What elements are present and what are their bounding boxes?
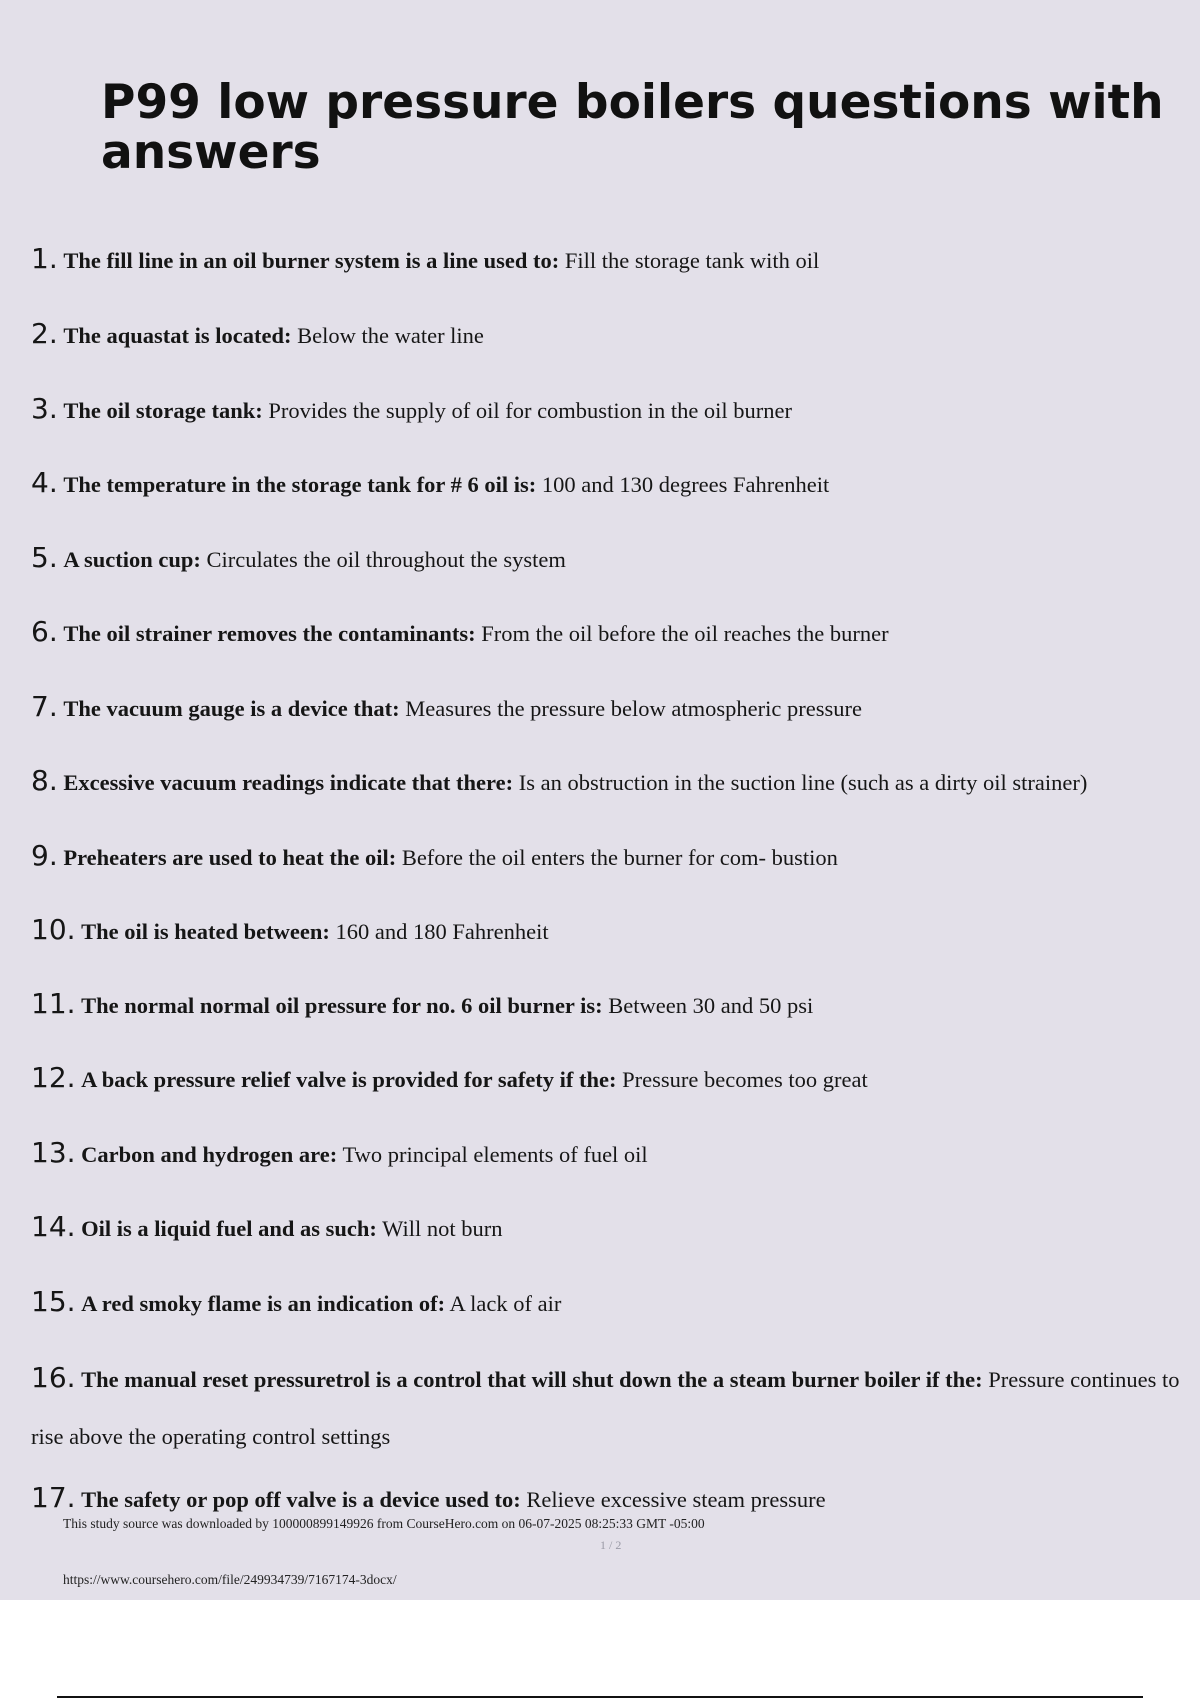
qa-item-16 xyxy=(31,1349,1181,1465)
qa-question: The manual reset pressuretrol is a control that will shut down the a steam burner boiler if the: xyxy=(81,1367,983,1392)
qa-question: The oil is heated between: xyxy=(81,919,330,944)
qa-item-14 xyxy=(31,1210,1181,1243)
qa-item-6 xyxy=(31,615,1181,648)
qa-answer: From the oil before the oil reaches the burner xyxy=(481,621,889,646)
qa-number: 12. xyxy=(31,1061,76,1094)
qa-item-17 xyxy=(31,1481,1181,1514)
qa-answer: Provides the supply of oil for combustion in the oil burner xyxy=(268,398,793,423)
qa-number: 11. xyxy=(31,987,76,1020)
qa-question: A back pressure relief valve is provided for safety if the: xyxy=(81,1067,617,1092)
qa-answer: Measures the pressure below atmospheric pressure xyxy=(405,696,862,721)
qa-item-8 xyxy=(31,764,1181,797)
qa-answer: Below the water line xyxy=(297,323,484,348)
document-title: P99 low pressure boilers questions with answers xyxy=(101,75,1164,180)
qa-number: 14. xyxy=(31,1210,76,1243)
qa-question: A red smoky flame is an indication of: xyxy=(81,1291,446,1316)
qa-question: The aquastat is located: xyxy=(63,323,292,348)
qa-question: Oil is a liquid fuel and as such: xyxy=(81,1216,377,1241)
qa-answer: Before the oil enters the burner for com- bustion xyxy=(401,845,838,870)
qa-number: 2. xyxy=(31,317,58,350)
source-attribution: This study source was downloaded by 100000899149926 from CourseHero.com on 06-07-2025 08:25:33 GMT -05:00 xyxy=(63,1516,705,1531)
qa-item-2 xyxy=(31,317,1181,350)
qa-number: 3. xyxy=(31,392,58,425)
qa-number: 15. xyxy=(31,1285,76,1318)
source-url: https://www.coursehero.com/file/249934739/7167174-3docx/ xyxy=(63,1572,397,1587)
qa-number: 13. xyxy=(31,1136,76,1169)
qa-answer: Pressure becomes too great xyxy=(622,1067,868,1092)
page-divider xyxy=(57,1696,1143,1698)
qa-number: 6. xyxy=(31,615,58,648)
qa-item-13 xyxy=(31,1136,1181,1169)
qa-answer: Will not burn xyxy=(382,1216,503,1241)
qa-question: Preheaters are used to heat the oil: xyxy=(63,845,397,870)
qa-answer: Fill the storage tank with oil xyxy=(564,248,820,273)
qa-answer: Between 30 and 50 psi xyxy=(608,993,814,1018)
qa-answer: Is an obstruction in the suction line (such as a dirty oil strainer) xyxy=(518,770,1088,795)
qa-number: 16. xyxy=(31,1361,76,1394)
qa-number: 5. xyxy=(31,541,58,574)
qa-number: 7. xyxy=(31,690,58,723)
qa-question: The oil storage tank: xyxy=(63,398,263,423)
qa-number: 4. xyxy=(31,466,58,499)
page-number: 1 / 2 xyxy=(600,1538,622,1552)
qa-question: The normal normal oil pressure for no. 6 oil burner is: xyxy=(81,993,603,1018)
qa-item-9 xyxy=(31,839,1181,872)
qa-question: The temperature in the storage tank for # 6 oil is: xyxy=(63,472,537,497)
qa-item-4 xyxy=(31,466,1181,499)
qa-item-10 xyxy=(31,913,1181,946)
qa-answer: 160 and 180 Fahrenheit xyxy=(335,919,549,944)
qa-number: 9. xyxy=(31,839,58,872)
qa-item-12 xyxy=(31,1061,1181,1094)
qa-number: 8. xyxy=(31,764,58,797)
qa-question: Excessive vacuum readings indicate that there: xyxy=(63,770,514,795)
qa-question: The safety or pop off valve is a device used to: xyxy=(81,1487,521,1512)
qa-question: Carbon and hydrogen are: xyxy=(81,1142,338,1167)
qa-question: The fill line in an oil burner system is a line used to: xyxy=(63,248,560,273)
qa-answer: A lack of air xyxy=(449,1291,562,1316)
qa-answer: Circulates the oil throughout the system xyxy=(206,547,566,572)
qa-number: 1. xyxy=(31,242,58,275)
qa-item-7 xyxy=(31,690,1181,723)
qa-question: The oil strainer removes the contaminants: xyxy=(63,621,476,646)
qa-number: 17. xyxy=(31,1481,76,1514)
qa-answer: 100 and 130 degrees Fahrenheit xyxy=(541,472,830,497)
qa-item-5 xyxy=(31,541,1181,574)
qa-item-1 xyxy=(31,242,1181,275)
qa-number: 10. xyxy=(31,913,76,946)
qa-question: A suction cup: xyxy=(63,547,201,572)
qa-answer: Two principal elements of fuel oil xyxy=(342,1142,648,1167)
qa-answer: Relieve excessive steam pressure xyxy=(526,1487,826,1512)
qa-item-3 xyxy=(31,392,1181,425)
qa-answer: Pressure continues to rise above the operating control settings xyxy=(31,1367,1180,1449)
qa-item-15 xyxy=(31,1285,1181,1318)
qa-question: The vacuum gauge is a device that: xyxy=(63,696,400,721)
qa-item-11 xyxy=(31,987,1181,1020)
